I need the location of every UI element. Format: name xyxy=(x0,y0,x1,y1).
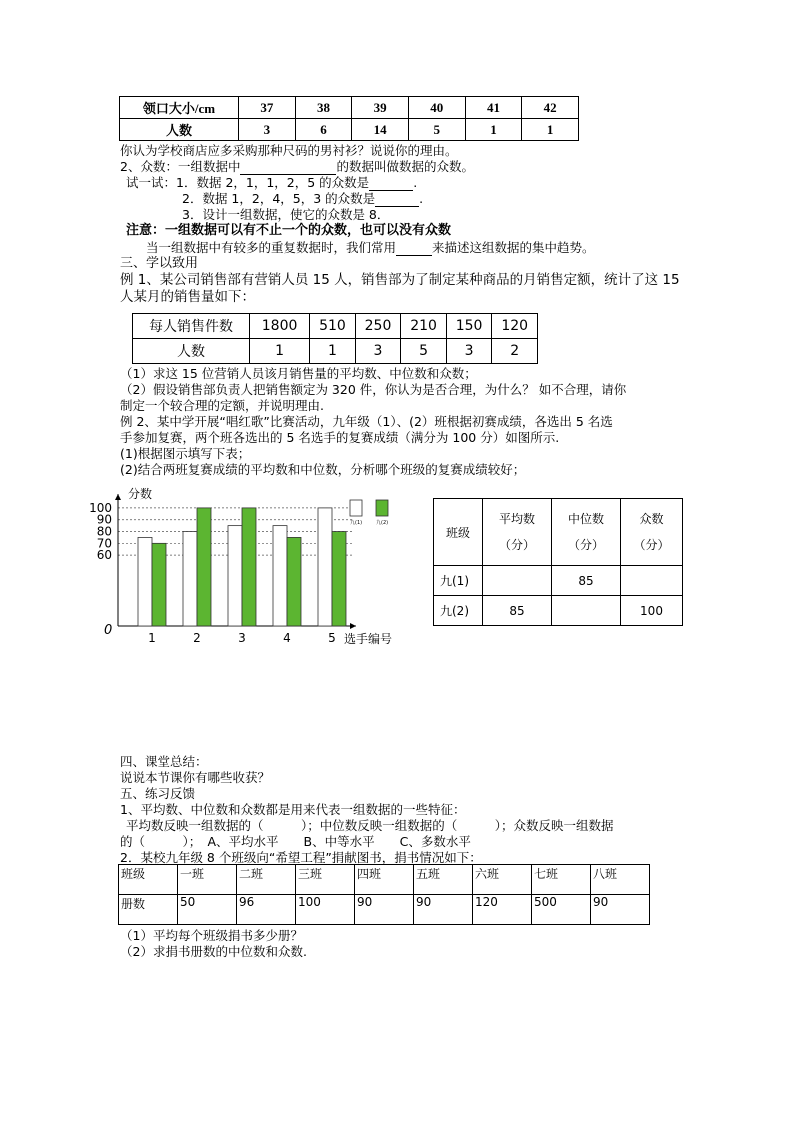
x-tick-label: 2 xyxy=(193,631,201,645)
table-header-cell: 人数 xyxy=(133,339,250,364)
table-cell: 100 xyxy=(621,596,683,626)
bar xyxy=(332,532,346,626)
header-label: 中位数 xyxy=(567,512,604,526)
table-cell: 41 xyxy=(465,97,522,119)
y-tick-label: 90 xyxy=(96,512,112,527)
table-cell xyxy=(621,566,683,596)
try-item-3: 3．设计一组数据，使它的众数是 8． xyxy=(182,207,390,222)
header-label: 众数 xyxy=(639,512,664,526)
table-cell: 14 xyxy=(352,119,409,141)
y-tick-label: 70 xyxy=(96,536,112,551)
table-cell: 八班 xyxy=(591,865,650,895)
question-text: （1）平均每个班级捐书多少册？ xyxy=(120,928,303,943)
try-item-1 xyxy=(126,175,417,191)
table-row xyxy=(434,596,683,626)
bar xyxy=(152,543,166,626)
example-text: 例 1、某公司销售部有营销人员 15 人，销售部为了制定某种商品的月销售定额，统计了这 15 xyxy=(120,272,680,288)
table-cell: 6 xyxy=(295,119,352,141)
example-text: 手参加复赛，两个班各选出的 5 名选手的复赛成绩（满分为 100 分）如图所示. xyxy=(120,430,560,445)
table-cell: 四班 xyxy=(355,865,414,895)
table-cell: 120 xyxy=(492,314,538,339)
table-cell: 250 xyxy=(355,314,401,339)
x-tick-label: 4 xyxy=(283,631,291,645)
table-header-cell: 班级 xyxy=(434,499,483,566)
x-tick-label: 3 xyxy=(238,631,246,645)
example-text: 人某月的销售量如下： xyxy=(120,289,255,305)
book-donation-table xyxy=(118,864,650,925)
table-cell: 三班 xyxy=(296,865,355,895)
table-cell: 90 xyxy=(414,895,473,925)
table-cell: 五班 xyxy=(414,865,473,895)
table-cell: 96 xyxy=(237,895,296,925)
table-row xyxy=(120,119,579,141)
x-tick-label: 5 xyxy=(328,631,336,645)
table-row xyxy=(434,499,683,566)
table-row xyxy=(133,314,538,339)
table-cell: 1 xyxy=(310,339,356,364)
usage-pre: 当一组数据中有较多的重复数据时，我们常用 xyxy=(146,240,397,255)
table-cell: 5 xyxy=(408,119,465,141)
section-heading: 四、课堂总结： xyxy=(120,754,208,769)
header-unit: （分） xyxy=(567,538,604,552)
table-cell: 210 xyxy=(401,314,447,339)
fill-blank xyxy=(369,175,413,191)
table-row xyxy=(133,339,538,364)
y-tick-label: 80 xyxy=(96,524,112,539)
practice-text: 2．某校九年级 8 个班级向“希望工程”捐献图书，捐书情况如下： xyxy=(120,850,482,865)
table-cell: 1 xyxy=(522,119,579,141)
practice-text: 1、平均数、中位数和众数都是用来代表一组数据的一些特征： xyxy=(120,802,466,817)
fill-blank xyxy=(240,159,336,175)
table-cell: 150 xyxy=(446,314,492,339)
table-cell: 七班 xyxy=(532,865,591,895)
collar-size-table xyxy=(119,96,579,141)
table-cell: 90 xyxy=(591,895,650,925)
y-tick-label: 60 xyxy=(96,548,112,563)
bar xyxy=(228,526,242,626)
table-cell xyxy=(552,596,621,626)
note-text: 注意：一组数据可以有不止一个的众数，也可以没有众数 xyxy=(126,223,452,238)
table-header-cell: 人数 xyxy=(120,119,239,141)
table-cell: 3 xyxy=(355,339,401,364)
table-cell: 一班 xyxy=(178,865,237,895)
legend-swatch xyxy=(350,500,362,516)
table-cell: 1800 xyxy=(250,314,310,339)
table-cell: 40 xyxy=(408,97,465,119)
bar xyxy=(287,537,301,626)
question-text: （1）求这 15 位营销人员该月销售量的平均数、中位数和众数； xyxy=(120,366,477,381)
table-cell xyxy=(483,566,552,596)
table-cell: 二班 xyxy=(237,865,296,895)
table-row xyxy=(119,895,650,925)
score-summary-table xyxy=(433,498,683,626)
header-unit: （分） xyxy=(633,538,670,552)
question-text: （2）假设销售部负责人把销售额定为 320 件，你认为是否合理，为什么？ 如不合理，请你 xyxy=(120,382,627,397)
x-axis-arrow xyxy=(350,623,356,629)
mode-definition xyxy=(120,159,474,175)
table-cell: 3 xyxy=(239,119,296,141)
fill-blank xyxy=(375,191,419,207)
question-text: 你认为学校商店应多采购那种尺码的男衬衫？说说你的理由。 xyxy=(120,143,458,158)
table-cell: 85 xyxy=(552,566,621,596)
practice-text: 平均数反映一组数据的（ ）；中位数反映一组数据的（ ）；众数反映一组数据 xyxy=(126,818,614,833)
table-cell: 班级 xyxy=(119,865,178,895)
table-row xyxy=(120,97,579,119)
table-cell: 1 xyxy=(250,339,310,364)
table-cell: 九(1) xyxy=(434,566,483,596)
table-cell: 510 xyxy=(310,314,356,339)
x-axis-label: 选手编号 xyxy=(344,632,393,646)
bar xyxy=(197,508,211,626)
table-cell: 九(2) xyxy=(434,596,483,626)
question-text: (1)根据图示填写下表； xyxy=(120,446,251,461)
table-row xyxy=(119,865,650,895)
table-header-cell: 领口大小/cm xyxy=(120,97,239,119)
table-cell: 100 xyxy=(296,895,355,925)
table-cell: 1 xyxy=(465,119,522,141)
legend-label: 九(1) xyxy=(350,520,363,526)
period: . xyxy=(413,175,418,190)
table-cell: 2 xyxy=(492,339,538,364)
origin-label: 0 xyxy=(104,623,113,638)
question-text: （2）求捐书册数的中位数和众数. xyxy=(120,944,307,959)
definition-text: 的数据叫做数据的众数。 xyxy=(336,159,474,174)
legend-swatch xyxy=(376,500,388,516)
y-tick-label: 100 xyxy=(89,500,112,515)
table-header-cell xyxy=(552,499,621,566)
sales-table xyxy=(132,313,538,364)
table-row xyxy=(434,566,683,596)
bar xyxy=(138,537,152,626)
try-item-2 xyxy=(182,191,423,207)
try-text: 1．数据 2，1，1，2，5 的众数是 xyxy=(176,175,370,190)
table-cell: 120 xyxy=(473,895,532,925)
table-cell: 50 xyxy=(178,895,237,925)
usage-text xyxy=(146,240,595,256)
period: . xyxy=(419,191,424,206)
table-cell: 39 xyxy=(352,97,409,119)
table-cell: 册数 xyxy=(119,895,178,925)
bar xyxy=(242,508,256,626)
x-tick-label: 1 xyxy=(148,631,156,645)
y-axis-arrow xyxy=(115,494,121,500)
table-header-cell: 每人销售件数 xyxy=(133,314,250,339)
try-label: 试一试： xyxy=(126,175,177,190)
header-unit: （分） xyxy=(498,538,535,552)
table-cell: 90 xyxy=(355,895,414,925)
table-cell: 37 xyxy=(239,97,296,119)
section-heading: 三、学以致用 xyxy=(120,256,199,271)
table-cell: 85 xyxy=(483,596,552,626)
header-label: 平均数 xyxy=(498,512,535,526)
legend-label: 九(2) xyxy=(376,520,389,526)
bar-chart xyxy=(80,480,420,650)
bar xyxy=(183,532,197,626)
table-header-cell xyxy=(621,499,683,566)
table-cell: 500 xyxy=(532,895,591,925)
table-cell: 5 xyxy=(401,339,447,364)
bar xyxy=(318,508,332,626)
question-text: (2)结合两班复赛成绩的平均数和中位数，分析哪个班级的复赛成绩较好； xyxy=(120,462,526,477)
table-cell: 42 xyxy=(522,97,579,119)
table-header-cell xyxy=(483,499,552,566)
summary-question: 说说本节课你有哪些收获？ xyxy=(120,770,271,785)
bar xyxy=(273,526,287,626)
example-text: 例 2、某中学开展“唱红歌”比赛活动，九年级（1）、(2）班根据初赛成绩，各选出 5 名选 xyxy=(120,414,613,429)
question-text: 制定一个较合理的定额，并说明理由. xyxy=(120,398,324,413)
practice-text: 的（ ）； A、平均水平 B、中等水平 C、多数水平 xyxy=(120,834,471,849)
fill-blank xyxy=(396,240,432,256)
y-axis-label: 分数 xyxy=(128,487,153,501)
definition-text: 2、众数：一组数据中 xyxy=(120,159,241,174)
section-heading: 五、练习反馈 xyxy=(120,786,196,801)
table-cell: 六班 xyxy=(473,865,532,895)
usage-post: 来描述这组数据的集中趋势。 xyxy=(432,240,595,255)
table-cell: 3 xyxy=(446,339,492,364)
table-cell: 38 xyxy=(295,97,352,119)
try-text: 2．数据 1，2，4，5，3 的众数是 xyxy=(182,191,376,206)
